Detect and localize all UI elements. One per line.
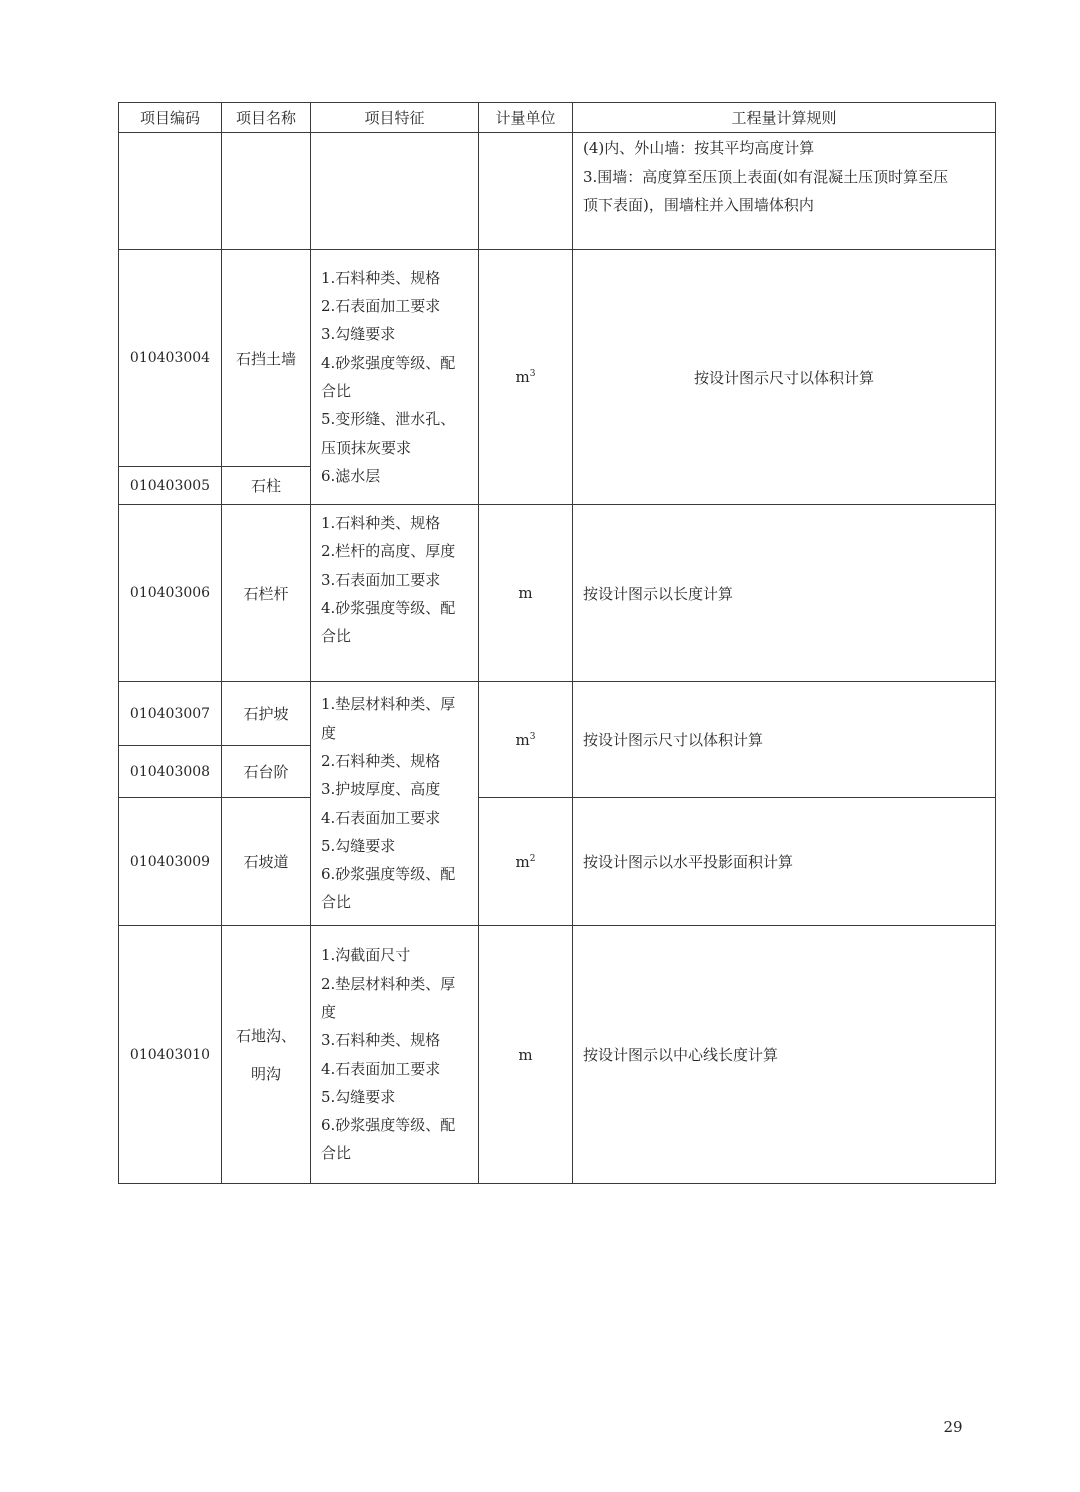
item-rule: 按设计图示尺寸以体积计算	[573, 250, 996, 505]
feature-line: 6.砂浆强度等级、配	[321, 1116, 456, 1135]
feature-line: 4.石表面加工要求	[321, 1059, 441, 1078]
feature-line: 6.滤水层	[321, 466, 381, 485]
feature-line: 5.勾缝要求	[321, 836, 396, 855]
feature-line: 4.砂浆强度等级、配	[321, 598, 456, 617]
feature-line: 压顶抹灰要求	[321, 438, 412, 457]
feature-line: 2.垫层材料种类、厚	[321, 974, 456, 993]
item-name: 石挡土墙	[222, 250, 311, 467]
cell-empty	[479, 133, 573, 250]
feature-line: 1.垫层材料种类、厚	[321, 695, 456, 714]
item-code: 010403010	[119, 926, 222, 1184]
item-code: 010403006	[119, 505, 222, 682]
item-name: 石护坡	[222, 682, 311, 746]
feature-line: 6.砂浆强度等级、配	[321, 865, 456, 884]
item-features	[311, 682, 479, 926]
feature-line: 3.勾缝要求	[321, 325, 396, 344]
item-features	[311, 926, 479, 1184]
feature-line: 1.沟截面尺寸	[321, 946, 411, 965]
feature-line: 4.砂浆强度等级、配	[321, 353, 456, 372]
item-name-line: 石地沟、	[235, 1026, 296, 1045]
header-item-code: 项目编码	[119, 103, 222, 133]
bill-of-quantities-table	[118, 102, 996, 1184]
feature-line: 2.石表面加工要求	[321, 297, 441, 316]
cell-rule-continued	[573, 133, 996, 250]
feature-line: 2.栏杆的高度、厚度	[321, 542, 456, 561]
feature-line: 1.石料种类、规格	[321, 514, 441, 532]
item-code: 010403005	[119, 467, 222, 505]
header-item-features: 项目特征	[311, 103, 479, 133]
item-unit	[479, 682, 573, 798]
header-calculation-rule: 工程量计算规则	[573, 103, 996, 133]
table-row	[119, 798, 996, 926]
item-code: 010403009	[119, 798, 222, 926]
feature-line: 合比	[321, 382, 352, 400]
feature-line: 4.石表面加工要求	[321, 808, 441, 827]
feature-line: 3.护坡厚度、高度	[321, 780, 441, 799]
item-name: 石栏杆	[222, 505, 311, 682]
table-row	[119, 250, 996, 467]
feature-line: 2.石料种类、规格	[321, 751, 441, 770]
unit-exponent: 3	[529, 731, 536, 742]
cell-empty	[222, 133, 311, 250]
feature-line: 3.石表面加工要求	[321, 570, 441, 589]
unit-base: m	[515, 368, 530, 386]
feature-line: 3.石料种类、规格	[321, 1031, 441, 1050]
item-features	[311, 250, 479, 505]
page-number: 29	[943, 1418, 963, 1436]
item-name-line: 明沟	[250, 1064, 281, 1083]
table-row	[119, 682, 996, 746]
feature-line: 合比	[321, 1144, 352, 1163]
feature-line: 度	[321, 723, 337, 742]
unit-exponent: 3	[529, 369, 536, 379]
feature-line: 合比	[321, 627, 352, 646]
unit-base: m	[515, 730, 530, 749]
item-name: 石柱	[222, 467, 311, 505]
item-unit	[479, 798, 573, 926]
item-name: 石台阶	[222, 746, 311, 798]
header-unit: 计量单位	[479, 103, 573, 133]
table-header-row	[119, 103, 996, 133]
unit-exponent: 2	[529, 853, 536, 864]
rule-line: 3.围墙：高度算至压顶上表面(如有混凝土压顶时算至压	[583, 167, 949, 186]
cell-empty	[119, 133, 222, 250]
item-name	[222, 926, 311, 1184]
feature-line: 合比	[321, 893, 352, 912]
table-row	[119, 505, 996, 682]
feature-line: 5.变形缝、泄水孔、	[321, 410, 456, 429]
item-unit: m	[479, 505, 573, 682]
item-features	[311, 505, 479, 682]
item-name: 石坡道	[222, 798, 311, 926]
item-rule: 按设计图示以水平投影面积计算	[573, 798, 996, 926]
item-rule: 按设计图示以长度计算	[573, 505, 996, 682]
rule-line: (4)内、外山墙：按其平均高度计算	[583, 139, 815, 157]
unit-base: m	[515, 852, 530, 871]
header-item-name: 项目名称	[222, 103, 311, 133]
item-code: 010403008	[119, 746, 222, 798]
item-unit	[479, 250, 573, 505]
cell-empty	[311, 133, 479, 250]
table-row-continuation	[119, 133, 996, 250]
item-code: 010403007	[119, 682, 222, 746]
feature-line: 1.石料种类、规格	[321, 268, 441, 287]
item-unit: m	[479, 926, 573, 1184]
feature-line: 度	[321, 1002, 337, 1021]
item-rule: 按设计图示尺寸以体积计算	[573, 682, 996, 798]
item-code: 010403004	[119, 250, 222, 467]
rule-line: 顶下表面)，围墙柱并入围墙体积内	[583, 196, 814, 214]
item-rule: 按设计图示以中心线长度计算	[573, 926, 996, 1184]
feature-line: 5.勾缝要求	[321, 1087, 396, 1106]
table-row	[119, 926, 996, 1184]
